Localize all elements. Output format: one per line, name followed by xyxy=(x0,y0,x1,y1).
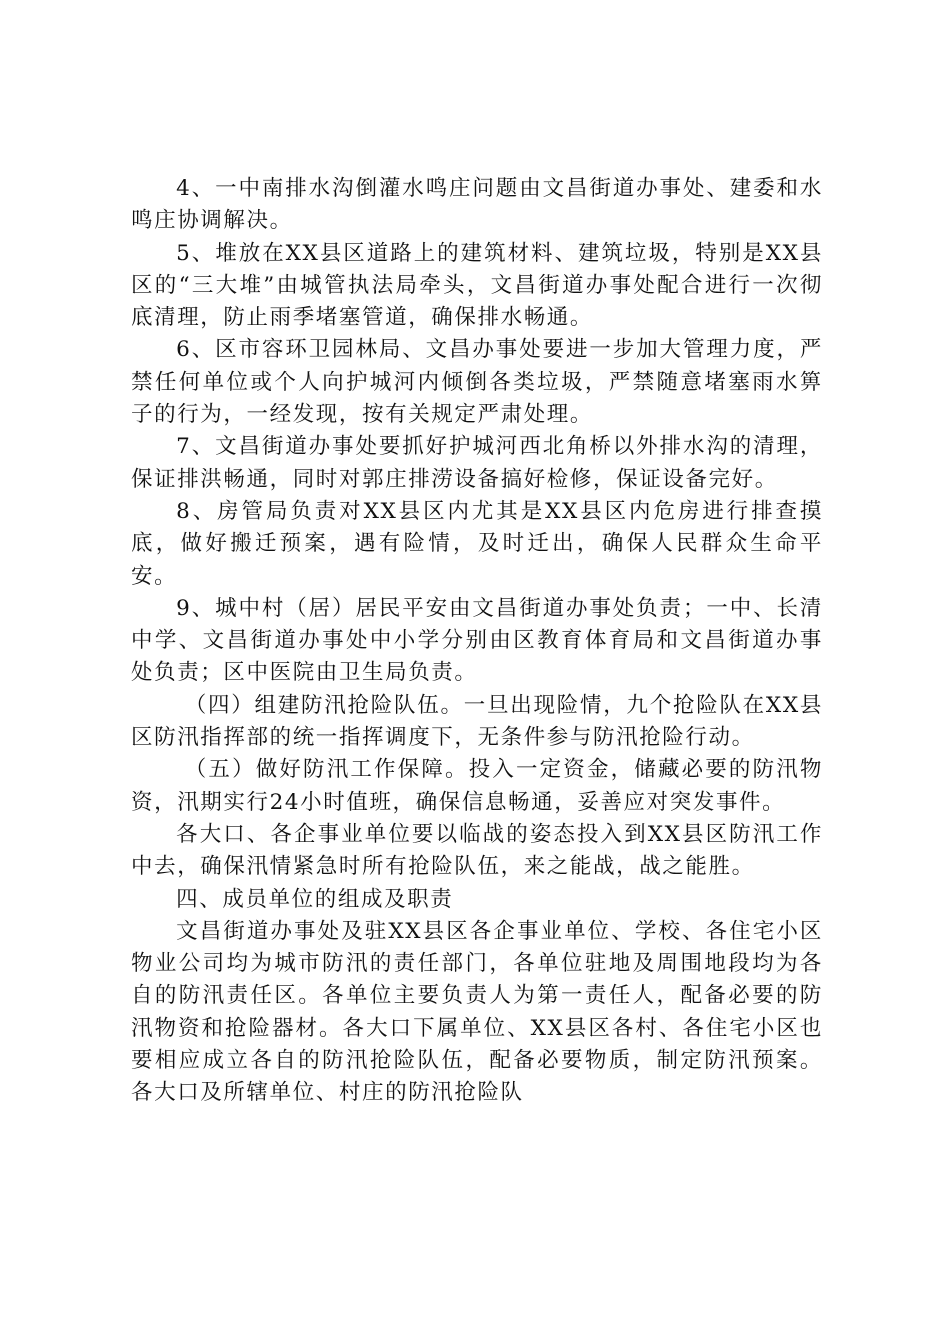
paragraph-item-4: 4、一中南排水沟倒灌水鸣庄问题由文昌街道办事处、建委和水鸣庄协调解决。 xyxy=(131,176,823,234)
section-heading-member-units: 四、成员单位的组成及职责 xyxy=(176,886,454,912)
paragraph-section-5-work-guarantee: （五）做好防汛工作保障。投入一定资金，储藏必要的防汛物资，汛期实行24小时值班，确保信息畅通，妥善应对突发事件。 xyxy=(131,757,823,815)
paragraph-item-9: 9、城中村（居）居民平安由文昌街道办事处负责；一中、长清中学、文昌街道办事处中小学分别由区教育体育局和文昌街道办事处负责；区中医院由卫生局负责。 xyxy=(131,595,823,686)
document-body xyxy=(131,173,823,1110)
paragraph-section-4-flood-team: （四）组建防汛抢险队伍。一旦出现险情，九个抢险队在XX县区防汛指挥部的统一指挥调度下，无条件参与防汛抢险行动。 xyxy=(131,692,823,751)
paragraph-item-8: 8、房管局负责对XX县区内尤其是XX县区内危房进行排查摸底，做好搬迁预案，遇有险情，及时迁出，确保人民群众生命平安。 xyxy=(131,498,823,589)
paragraph-item-7: 7、文昌街道办事处要抓好护城河西北角桥以外排水沟的清理，保证排洪畅通，同时对郭庄排涝设备搞好检修，保证设备完好。 xyxy=(131,434,823,492)
paragraph-item-6: 6、区市容环卫园林局、文昌办事处要进一步加大管理力度，严禁任何单位或个人向护城河内倾倒各类垃圾，严禁随意堵塞雨水箅子的行为，一经发现，按有关规定严肃处理。 xyxy=(131,337,823,428)
paragraph-all-units: 各大口、各企事业单位要以临战的姿态投入到XX县区防汛工作中去，确保汛情紧急时所有抢险队伍，来之能战，战之能胜。 xyxy=(131,821,823,880)
paragraph-member-units-duties: 文昌街道办事处及驻XX县区各企事业单位、学校、各住宅小区物业公司均为城市防汛的责任部门，各单位驻地及周围地段均为各自的防汛责任区。各单位主要负责人为第一责任人，配备必要的防汛物资和抢险器材。各大口下属单位、XX县区各村、各住宅小区也要相应成立各自的防汛抢险队伍，配备必要物质，制定防汛预案。各大口及所辖单位、村庄的防汛抢险队 xyxy=(131,918,823,1106)
paragraph-item-5: 5、堆放在XX县区道路上的建筑材料、建筑垃圾，特别是XX县区的“三大堆”由城管执法局牵头，文昌街道办事处配合进行一次彻底清理，防止雨季堵塞管道，确保排水畅通。 xyxy=(131,240,823,331)
